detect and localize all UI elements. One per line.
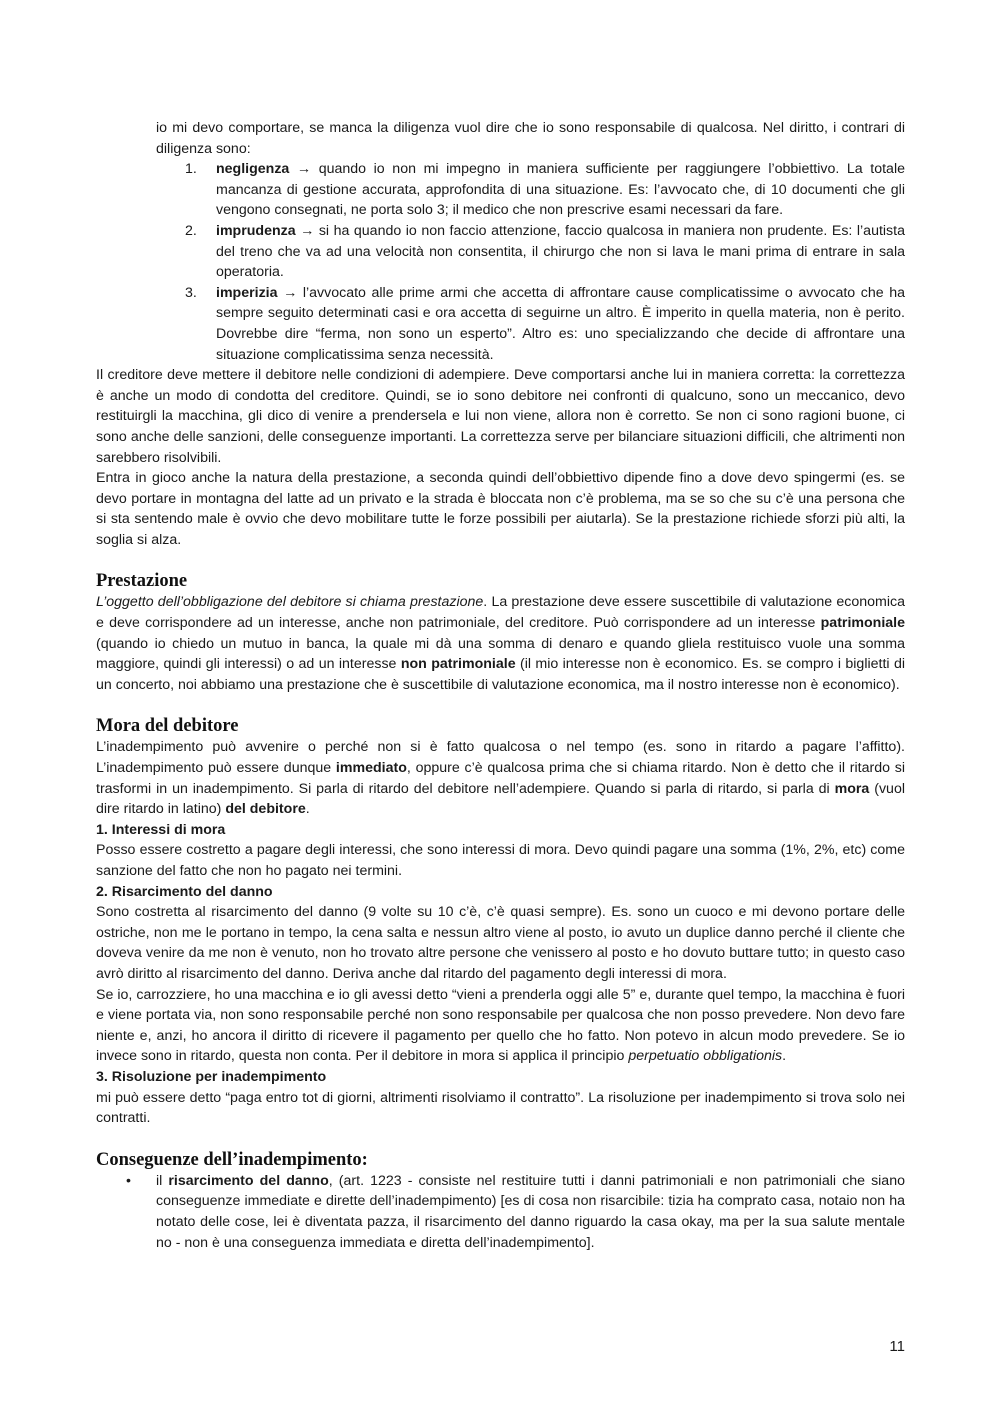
prestazione-paragraph: [96, 592, 905, 695]
list-number: 2.: [185, 222, 197, 239]
risarcimento-paragraph: Sono costretta al risarcimento del danno (9 volte su 10 c’è, c’è quasi sempre). Es. sono un cuoco e mi devono portare delle ostriche, non me le portano in tempo, la cena salta e nessun altro viene al posto, io avuto un duplice danno perché il cliente che doveva venire da me non è venuto, non ho trovato altre persone che venissero al posto e ho dovuto buttare tutto; in questo caso avrò diritto al risarcimento del danno. Deriva anche dal ritardo del pagamento degli interessi di mora.: [96, 904, 905, 982]
italic-perpetuatio: perpetuatio obbligationis: [628, 1048, 783, 1065]
bold-risarcimento: risarcimento del danno: [168, 1172, 329, 1189]
term-imperizia: imperizia: [216, 284, 278, 301]
interessi-paragraph: Posso essere costretto a pagare degli interessi, che sono interessi di mora. Devo quindi pagare una somma (1%, 2%, etc) come sanzione del fatto che non ho pagato nei termini.: [96, 842, 905, 879]
bold-immediato: immediato: [335, 760, 407, 777]
text-run: il: [156, 1172, 169, 1189]
heading-conseguenze: Conseguenze dell’inadempimento:: [96, 1149, 368, 1170]
creditore-paragraph: Il creditore deve mettere il debitore nelle condizioni di adempiere. Deve comportarsi anche lui in maniera corretta: la correttezza è anche un modo di condotta del creditore. Quindi, se io sono debitore nei confronti di qualcuno, sono un meccanico, devo restituirgli la macchina, gli dico di venire a prendersela e lui non viene, allora non è corretto. Se non ci sono ragioni buone, ci sono anche delle sanzioni, delle conseguenze importanti. La correttezza serve per bilanciare situazioni difficili, che altrimenti non sarebbero risolvibili.: [96, 367, 905, 466]
text-run: , (art. 1223 - consiste nel restituire tutti i danni patrimoniali e non patrimoniali che siano conseguenze immediate e dirette dell’inadempimento) [es di cosa non risarcibile: tizia ha comprato casa, notaio non ha notato delle cose, lei è diventata pazza, il risarcimento del danno riguardo la casa okay, ma per la sua salute mentale no - non è una conseguenza immediata e diretta dell’inadempimento].: [156, 1172, 905, 1251]
term-imprudenza: imprudenza: [216, 222, 296, 239]
bold-mora: mora: [834, 780, 870, 797]
subheading-interessi: 1. Interessi di mora: [96, 821, 226, 838]
list-item-text: → si ha quando io non faccio attenzione, faccio qualcosa in maniera non prudente. Es: l’autista del treno che va ad una velocità non consentita, il chirurgo che non si lava le mani prima di entrare in sala operatoria.: [216, 222, 905, 281]
text-run: (vuol dire ritardo in latino): [96, 780, 905, 818]
list-item: [96, 221, 905, 283]
list-item: [96, 283, 905, 365]
carrozziere-paragraph: [96, 985, 905, 1067]
text-run: Se io, carrozziere, ho una macchina e io gli avessi detto “vieni a prenderla oggi alle 5” e, durante quel tempo, la macchina è fuori e viene portata via, non sono responsabile perché non sono responsabile per qualcosa che non posso prevedere. Non devo fare niente e, anzi, ho ancora il diritto di ricevere il pagamento per quello che ho fatto. Non potevo in alcun modo prevedere. Se io invece sono in ritardo, questa non conta. Per il debitore in mora si applica il principio: [96, 986, 905, 1065]
list-number: 1.: [185, 161, 197, 178]
text-run: (il mio interesse non è economico. Es. se compro i biglietti di un concerto, noi abbiamo una prestazione che è suscettibile di valutazione economica, ma il nostro interesse non è economico).: [96, 656, 905, 693]
italic-lead: L’oggetto dell’obbligazione del debitore si chiama prestazione: [96, 594, 484, 611]
conseguenze-list: [96, 1171, 905, 1253]
text-run: (quando io chiedo un mutuo in banca, la quale mi dà una somma di denaro e quando gliela restituisco vuole una somma maggiore, quindi gli interessi) o ad un interesse: [96, 635, 905, 673]
diligence-intro: io mi devo comportare, se manca la diligenza vuol dire che io sono responsabile di qualcosa. Nel diritto, i contrari di diligenza sono:: [156, 120, 905, 157]
term-negligenza: negligenza: [216, 161, 290, 178]
list-number: 3.: [185, 284, 197, 301]
natura-paragraph: Entra in gioco anche la natura della prestazione, a seconda quindi dell’obbiettivo dipende fino a dove devo spingermi (es. se devo portare in montagna del latte ad un privato e la strada è bloccata non c’è problema, ma se so che su c’è una persona che si sta sentendo male è ovvio che devo mobilitare tutte le forze possibili per aiutarla). Se la prestazione richiede sforzi più alti, la soglia si alza.: [96, 470, 905, 548]
heading-mora: Mora del debitore: [96, 716, 239, 737]
risoluzione-paragraph: mi può essere detto “paga entro tot di giorni, altrimenti risolviamo il contratto”. La risoluzione per inadempimento si trova solo nei contratti.: [96, 1089, 905, 1127]
bullet-icon: •: [126, 1172, 131, 1189]
page-number: 11: [889, 1338, 905, 1355]
list-item-text: → l’avvocato alle prime armi che accetta di affrontare cause complicatissime o avvocato che ha sempre seguito determinati casi e ora accetta di seguirne un altro. È imperito in quella materia, non è perito. Dovrebbe dire “ferma, non sono un esperto”. Altro es: uno specializzando che decide di affrontare una situazione complicatissima senza necessità.: [216, 284, 905, 363]
subheading-risarcimento: 2. Risarcimento del danno: [96, 883, 273, 900]
list-item: [96, 159, 905, 221]
page-content: [96, 118, 905, 1253]
diligence-contraries-list: [96, 159, 905, 365]
text-run: L’inadempimento può avvenire o perché non si è fatto qualcosa o nel tempo (es. sono in ritardo a pagare l’affitto). L’inadempimento può essere dunque: [96, 739, 905, 777]
text-run: . La prestazione deve essere suscettibile di valutazione economica e deve corrispondere ad un interesse, anche non patrimoniale, del creditore. Può corrispondere ad un interesse: [96, 594, 905, 632]
list-item-text: → quando io non mi impegno in maniera sufficiente per raggiungere l’obbiettivo. La totale mancanza di gestione accurata, approfondita di una situazione. Es: l’avvocato che, di 10 documenti che gli vengono consegnati, ne porta solo 3; il medico che non prescrive esami necessari da fare.: [216, 161, 905, 219]
mora-paragraph: [96, 737, 905, 819]
bold-patrimoniale: patrimoniale: [820, 615, 905, 632]
heading-prestazione: Prestazione: [96, 571, 188, 592]
bold-del-debitore: del debitore: [225, 801, 306, 818]
text-run: .: [782, 1048, 787, 1065]
text-run: .: [305, 801, 310, 818]
subheading-risoluzione: 3. Risoluzione per inadempimento: [96, 1068, 327, 1085]
list-item: [96, 1171, 905, 1253]
text-run: , oppure c’è qualcosa prima che si chiama ritardo. Non è detto che il ritardo si trasformi in un inadempimento. Si parla di ritardo del debitore nell’adempiere. Quando si parla di ritardo, si parla di: [96, 760, 905, 797]
bold-non-patrimoniale: non patrimoniale: [400, 656, 516, 673]
